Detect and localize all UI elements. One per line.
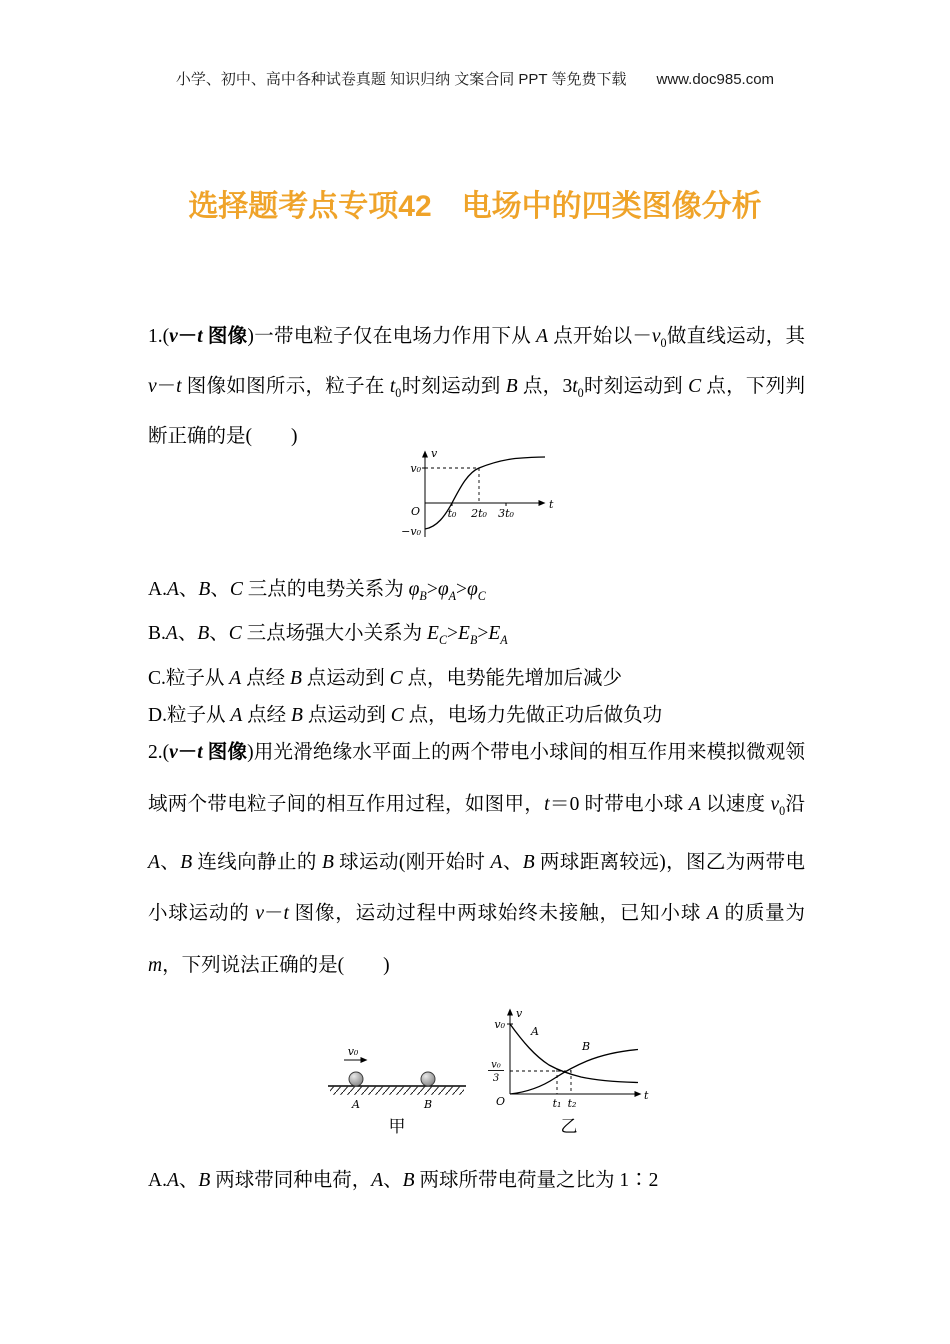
curve-b-label: B <box>581 1040 591 1053</box>
figure-yi-caption: 乙 <box>560 1117 578 1136</box>
neg-v0-label: −v₀ <box>401 525 421 538</box>
t2-label: t₂ <box>567 1097 577 1110</box>
curve-a-label: A <box>531 1025 539 1038</box>
page-title: 选择题考点专项42 电场中的四类图像分析 <box>188 190 762 223</box>
q1-option-d: D.粒子从 A 点经 B 点运动到 C 点，电场力先做正功后做负功 <box>148 705 663 727</box>
q1-option-b: B.A、B、C 三点场强大小关系为 $E_C>E_B>E_A$ <box>148 623 508 648</box>
t-axis-label: t <box>644 1089 649 1102</box>
t1-label: t₁ <box>552 1097 562 1110</box>
ball-b <box>421 1072 435 1086</box>
question2-stem: 2.(v－t 图像)用光滑绝缘水平面上的两个带电小球间的相互作用来模拟微观领域两个带电粒子间的相互作用过程，如图甲，t＝0 时带电小球 A 以速度 $v_0$沿 A、B 连线向静止的 B 球运动(刚开始时 A、B 两球距离较远)，图乙为两带电小球运动的 v－t 图像，运动过程中两球始终未接触，已知小球 A 的质量为 m，下列说法正确的是( ) <box>148 742 805 976</box>
q2-vt-graph <box>483 1004 655 1119</box>
ball-a <box>349 1072 363 1086</box>
t0-label: t₀ <box>447 507 457 520</box>
q1-option-c: C.粒子从 A 点经 B 点运动到 C 点，电势能先增加后减少 <box>148 667 623 689</box>
question2-figure-jia <box>322 1044 472 1119</box>
header-site-url: www.doc985.com <box>656 71 775 88</box>
header-text: 小学、初中、高中各种试卷真题 知识归纳 文案合同 PPT 等免费下载 <box>175 71 627 88</box>
q1-option-a: A.A、B、C 三点的电势关系为 $\varphi_B>\varphi_A>\varphi_C$ <box>148 579 486 603</box>
origin-label: O <box>410 505 420 518</box>
t-axis-label: t <box>549 498 554 511</box>
curve-a <box>510 1024 638 1083</box>
question1-options <box>148 571 805 735</box>
v-axis-label: v <box>431 447 438 460</box>
figure-jia-caption: 甲 <box>388 1117 406 1136</box>
v0-label: v₀ <box>347 1045 359 1058</box>
3t0-label: 3t₀ <box>498 507 514 520</box>
question1-stem: 1.(v－t 图像)一带电粒子仅在电场力作用下从 A 点开始以$-v_0$做直线运动，其 v－t 图像如图所示，粒子在 $t_0$时刻运动到 B 点，$3t_0$时刻运动到 C 点，下列判断正确的是( ) <box>148 326 805 447</box>
q2-option-a: A.A、B 两球带同种电荷，A、B 两球所带电荷量之比为 1∶2 <box>148 1170 659 1191</box>
question2-figure-yi <box>483 1004 655 1124</box>
v0-label: v₀ <box>410 462 421 475</box>
frac-numerator: v₀ <box>491 1059 501 1071</box>
ball-b-label: B <box>423 1098 433 1111</box>
v0-label: v₀ <box>494 1018 505 1031</box>
2t0-label: 2t₀ <box>471 507 487 520</box>
frac-denominator: 3 <box>492 1073 500 1084</box>
ground-hatching <box>330 1087 464 1095</box>
ball-a-label: A <box>352 1098 360 1111</box>
question1-figure <box>395 445 560 554</box>
page-header <box>0 68 950 89</box>
two-balls-diagram <box>322 1044 472 1114</box>
origin-label: O <box>495 1095 505 1108</box>
curve-b <box>510 1050 638 1095</box>
q1-vt-graph <box>395 445 560 549</box>
v-axis-label: v <box>516 1007 523 1020</box>
